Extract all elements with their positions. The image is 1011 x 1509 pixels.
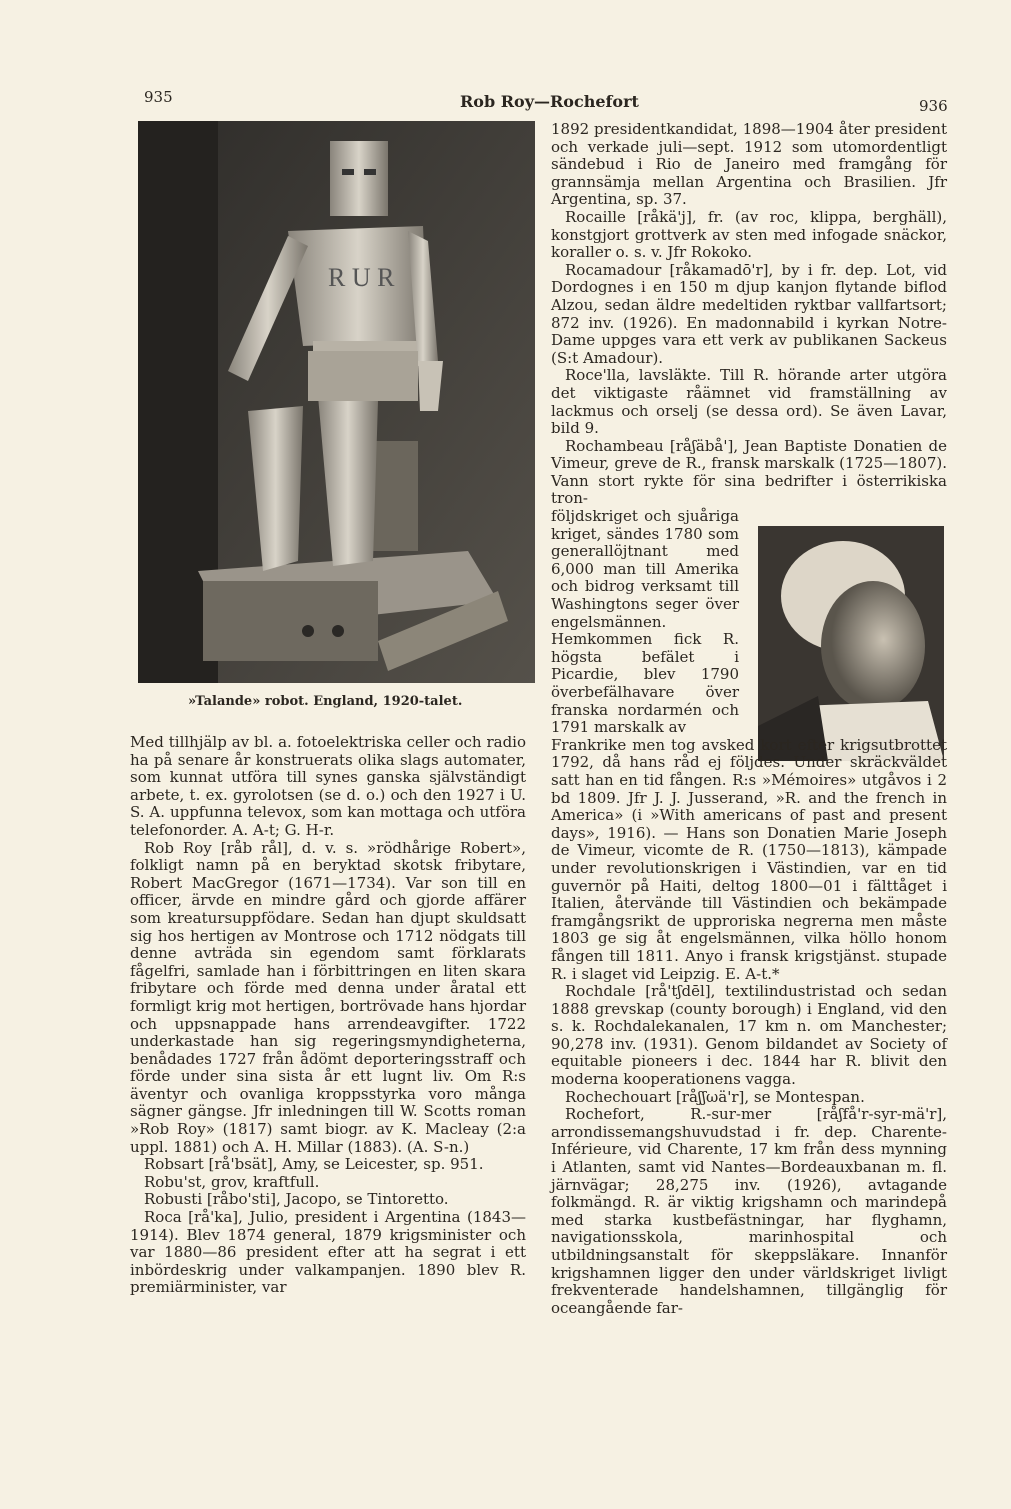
entry-rocella: Roce'lla, lavsläkte. Till R. hörande arter utgöra det viktigaste råämnet vid framställning av lackmus och orselj (se dessa ord). Se även Lavar, bild 9. [551,366,947,438]
right-column [551,121,947,1317]
entry-rob-roy: Rob Roy [råb rål], d. v. s. »rödhårige Robert», folkligt namn på en beryktad skotsk fribytare, Robert MacGregor (1671—1734). Var son till en officer, ärvde en mindre gård och gjorde affärer som kreatursuppfödare. Sedan han djupt skuldsatt sig hos hertigen av Montrose och 1712 nödgats till denne avträda sin egendom samt förklarats fågelfri, samlade han i förbittringen en liten skara fribytare och förde med denna under åratal ett formligt krig mot hertigen, bortrövade hans hjordar och uppsnappade hans arrendeavgifter. 1722 underkastade han sig regeringsmyndigheterna, benådades 1727 från ådömt deporteringsstraff och förde under sina sista år ett lugnt liv. Om R:s äventyr och ovanliga kroppsstyrka voro många sägner gängse. Jfr inledningen till W. Scotts roman »Rob Roy» (1817) samt biogr. av K. Macleay (2:a uppl. 1881) och A. H. Millar (1883). (A. S-n.) [130,838,526,1156]
entry-robust: Robu'st, grov, kraftfull. [144,1172,320,1191]
page-number-right: 936 [919,97,948,115]
left-column [130,734,526,1297]
robot-illustration [138,121,535,683]
entry-roca: Roca [rå'ka], Julio, president i Argentina (1843—1914). Blev 1874 general, 1879 krigsminister och var 1880—86 president efter att ha segrat i ett inbördeskrig under valkampanjen. 1890 blev R. premiärminister, var [130,1208,526,1297]
entry-rochechouart: Rochechouart [råʃʃωä'r], se Montespan. [565,1087,865,1106]
page-number-left: 935 [144,88,173,106]
paragraph: 1892 presidentkandidat, 1898—1904 åter president och verkade juli—sept. 1912 som utomordentligt sändebud i Rio de Janeiro med framgång för grannsämja mellan Argentina och Brasilien. Jfr Argentina, sp. 37. [551,120,947,209]
robot-photo [138,121,535,683]
paragraph: Frankrike men tog avsked kort efter krigsutbrottet 1792, då hans råd ej följdes. Under skräckväldet satt han en tid fången. R:s »Mémoires» utgåvos i 2 bd 1809. Jfr J. J. Jusserand, »R. and the french in America» (i »With americans of past and present days», 1916). — Hans son Donatien Marie Joseph de Vimeur, vicomte de R. (1750—1813), kämpade under revolutionskrigen i Västindien, var en tid guvernör på Haiti, deltog 1800—01 i fälttåget i Italien, återvände till Västindien och bekämpade framgångsrikt de upproriska negrerna men måste 1803 ge sig åt engelsmännen, vilka höllo honom fången till 1811. Anyo i fransk krigstjänst. stupade R. i slaget vid Leipzig. E. A-t.* [551,735,947,983]
entry-rochefort: Rochefort, R.-sur-mer [råʃfå'r-syr-mä'r], arrondissemangshuvudstad i fr. dep. Charente-Inférieure, vid Charente, 17 km från dess mynning i Atlanten, samt vid Nantes—Bordeauxbanan m. fl. järnvägar; 28,275 inv. (1926), avtagande folkmängd. R. är viktig krigshamn och marindepå med starka kustbefästningar, har flyghamn, navigationsskola, marinhospital och utbildningsanstalt för skeppsläkare. Innanför krigshamnen ligger den under världskriget livligt frekventerade handelshamnen, tillgänglig för oceangående far- [551,1105,947,1317]
entry-rochdale: Rochdale [rå'tʃdēl], textilindustristad och sedan 1888 grevskap (county borough) i England, vid den s. k. Rochdalekanalen, 17 km n. om Manchester; 90,278 inv. (1931). Genom bildandet av Society of equitable pioneers i dec. 1844 har R. blivit den moderna kooperationens vagga. [551,982,947,1089]
entry-robusti: Robusti [råbo'sti], Jacopo, se Tintoretto. [144,1190,449,1209]
entry-rochambeau: Rochambeau [råʃäbå'], Jean Baptiste Donatien de Vimeur, greve de R., fransk marskalk (1725—1807). Vann stort rykte för sina bedrifter i österrikiska tron- [551,436,947,508]
paragraph: Med tillhjälp av bl. a. fotoelektriska celler och radio ha på senare år konstruerats olika slags automater, som kunnat utföra till synes ganska självständigt arbete, t. ex. gyrolotsen (se d. o.) och den 1927 i U. S. A. uppfunna televox, som kan mottaga och utföra telefonorder. A. A-t; G. H-r. [130,733,526,839]
svg-text:R U R: R U R [328,263,395,292]
entry-robsart: Robsart [rå'bsät], Amy, se Leicester, sp. 951. [144,1155,484,1174]
robot-caption: »Talande» robot. England, 1920-talet. [188,694,463,709]
running-head: Rob Roy—Rochefort [460,92,639,111]
entry-rocamadour: Rocamadour [råkamadō'r], by i fr. dep. Lot, vid Dordognes i en 150 m djup kanjon flytande biflod Alzou, sedan äldre medeltiden ryktbar vallfartsort; 872 inv. (1926). En madonnabild i kyrkan Notre-Dame uppges vara ett verk av publikanen Sackeus (S:t Amadour). [551,260,947,367]
rochambeau-continued: följdskriget och sjuåriga kriget, sändes 1780 som generallöjtnant med 6,000 man till Amerika och bidrog verksamt till Washingtons seger över engelsmännen. Hemkommen fick R. högsta befälet i Picardie, blev 1790 överbefälhavare över franska nordarmén och 1791 marskalk av [551,507,739,737]
entry-rocaille: Rocaille [råkä'j], fr. (av roc, klippa, berghäll), konstgjort grottverk av sten med infogade snäckor, koraller o. s. v. Jfr Rokoko. [551,207,947,262]
